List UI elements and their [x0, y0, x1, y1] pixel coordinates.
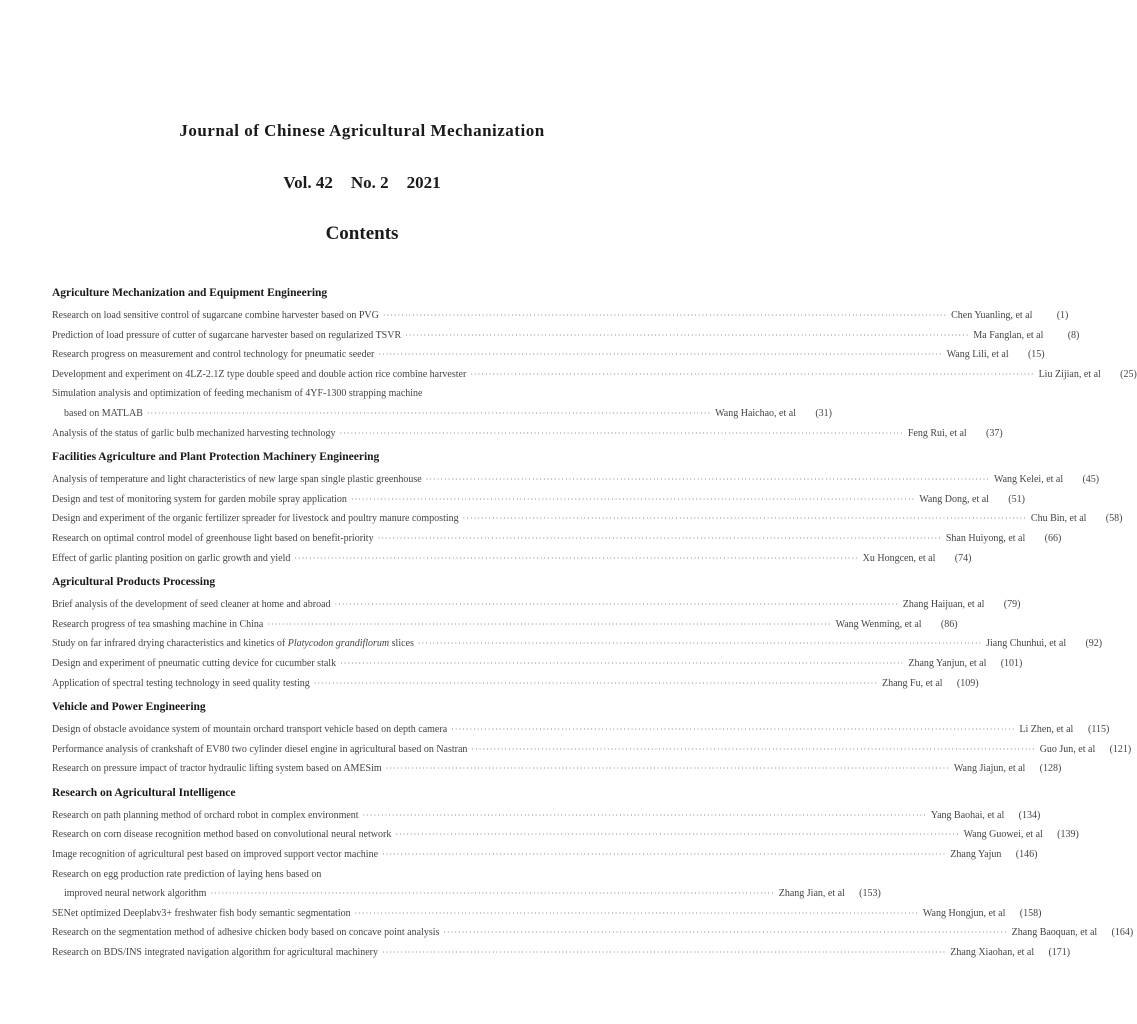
entry-author: Li Zhen, et al	[1019, 724, 1074, 736]
dot-leader	[382, 943, 946, 963]
entry-page: (128)	[1039, 763, 1062, 775]
entry-author: Liu Zijian, et al	[1038, 368, 1101, 380]
toc-entry[interactable]	[52, 674, 979, 694]
entry-title: SENet optimized Deeplabv3+ freshwater fish body semantic segmentation	[52, 907, 351, 919]
entry-title: Prediction of load pressure of cutter of sugarcane harvester based on regularized TSVR	[52, 329, 402, 341]
entry-title: improved neural network algorithm	[64, 888, 207, 900]
dot-leader	[471, 740, 1035, 760]
entry-title: Research on corn disease recognition method based on convolutional neural network	[52, 829, 392, 841]
entry-author: Zhang Xiaohan, et al	[950, 947, 1035, 959]
entry-author: Zhang Haijuan, et al	[902, 599, 985, 611]
entry-page: (134)	[1018, 809, 1041, 821]
entry-page: (8)	[1067, 329, 1080, 341]
entry-title: Analysis of temperature and light characteristics of new large span single plastic greenhouse	[52, 474, 422, 486]
entry-author: Ma Fanglan, et al	[973, 329, 1044, 341]
entry-author: Zhang Baoquan, et al	[1011, 927, 1098, 939]
entry-author: Jiang Chunhui, et al	[986, 638, 1067, 650]
entry-page: (31)	[815, 407, 832, 419]
entry-author: Zhang Fu, et al	[882, 677, 943, 689]
toc-entry[interactable]	[52, 509, 1123, 529]
toc-entry[interactable]	[52, 943, 1071, 963]
entry-page: (79)	[1003, 599, 1021, 611]
dot-leader	[418, 634, 982, 654]
entry-page: (158)	[1019, 907, 1042, 919]
section-title: Facilities Agriculture and Plant Protection Machinery Engineering	[52, 451, 380, 464]
entry-author: Wang Haichao, et al	[715, 407, 796, 419]
toc-entry[interactable]	[52, 740, 1132, 760]
entry-title-first-line[interactable]: Simulation analysis and optimization of feeding mechanism of 4YF-1300 strapping machine	[52, 388, 423, 400]
dot-leader	[378, 529, 942, 549]
entry-title: Research progress on measurement and control technology for pneumatic seeder	[52, 349, 375, 361]
entry-author: Shan Huiyong, et al	[945, 532, 1026, 544]
dot-leader	[463, 509, 1027, 529]
toc-entry[interactable]	[52, 404, 832, 424]
dot-leader	[340, 424, 904, 444]
entry-author: Wang Kelei, et al	[993, 474, 1064, 486]
entry-title: Research on pressure impact of tractor hydraulic lifting system based on AMESim	[52, 763, 382, 775]
toc-entry[interactable]	[52, 845, 1038, 865]
toc-entry[interactable]	[52, 595, 1021, 615]
toc-entry[interactable]	[52, 424, 1003, 444]
section-title: Vehicle and Power Engineering	[52, 701, 206, 714]
entry-author: Guo Jun, et al	[1039, 743, 1096, 755]
entry-page: (58)	[1105, 513, 1123, 525]
dot-leader	[147, 404, 711, 424]
dot-leader	[405, 326, 969, 346]
toc-entry[interactable]	[52, 529, 1062, 549]
dot-leader	[386, 759, 950, 779]
toc-entry[interactable]	[52, 365, 1137, 385]
entry-title: Research on BDS/INS integrated navigation algorithm for agricultural machinery	[52, 947, 379, 959]
entry-title: Development and experiment on 4LZ-2.1Z type double speed and double action rice combine harvester	[52, 368, 467, 380]
entry-author: Xu Hongcen, et al	[862, 552, 936, 564]
entry-author: Wang Lili, et al	[946, 349, 1009, 361]
volume: Vol. 42	[283, 173, 333, 192]
entry-page: (101)	[1000, 657, 1023, 669]
entry-author: Chen Yuanling, et al	[951, 310, 1033, 321]
dot-leader	[395, 825, 959, 845]
entry-author: Wang Hongjun, et al	[922, 907, 1006, 919]
dot-leader	[351, 490, 915, 510]
entry-title: Design of obstacle avoidance system of mountain orchard transport vehicle based on depth camera	[52, 724, 448, 736]
entry-title-italic: Platycodon grandiflorum	[287, 638, 390, 650]
dot-leader	[267, 615, 831, 635]
entry-title	[52, 634, 414, 654]
entry-author: Zhang Jian, et al	[778, 888, 845, 900]
entry-author: Chu Bin, et al	[1030, 513, 1087, 525]
toc-entry[interactable]	[52, 470, 1100, 490]
entry-author: Feng Rui, et al	[907, 427, 967, 439]
entry-author: Wang Wenming, et al	[835, 618, 922, 630]
entry-title: Performance analysis of crankshaft of EV80 two cylinder diesel engine in agricultural based on Nastran	[52, 743, 468, 755]
entry-title: Analysis of the status of garlic bulb mechanized harvesting technology	[52, 427, 336, 439]
toc-entry[interactable]	[52, 825, 1079, 845]
entry-author: Wang Dong, et al	[919, 493, 989, 505]
entry-title: Research on load sensitive control of sugarcane combine harvester based on PVG	[52, 310, 379, 321]
toc-entry[interactable]	[52, 306, 1069, 326]
entry-title: Design and experiment of pneumatic cutting device for cucumber stalk	[52, 657, 337, 669]
dot-leader	[426, 470, 990, 490]
entry-author: Zhang Yanjun, et al	[908, 657, 987, 669]
dot-leader	[294, 549, 858, 569]
entry-title: Image recognition of agricultural pest based on improved support vector machine	[52, 849, 379, 861]
dot-leader	[383, 306, 947, 326]
entry-title: based on MATLAB	[64, 407, 143, 419]
toc-section	[52, 285, 1137, 443]
entry-title: Research on optimal control model of greenhouse light based on benefit-priority	[52, 532, 374, 544]
entry-author: Wang Guowei, et al	[963, 829, 1043, 841]
toc-entry[interactable]	[52, 923, 1134, 943]
dot-leader	[470, 365, 1034, 385]
section-title: Agricultural Products Processing	[52, 576, 216, 589]
toc-entry[interactable]	[52, 720, 1110, 740]
toc-section	[52, 449, 1123, 568]
entry-page: (37)	[986, 427, 1003, 439]
dot-leader	[378, 345, 942, 365]
year: 2021	[406, 173, 441, 192]
dot-leader	[363, 806, 927, 826]
entry-title: Design and test of monitoring system for garden mobile spray application	[52, 493, 347, 505]
volume-line	[0, 173, 724, 193]
entry-page: (92)	[1085, 638, 1103, 650]
dot-leader	[335, 595, 899, 615]
entry-title: Brief analysis of the development of seed cleaner at home and abroad	[52, 599, 331, 611]
toc-entry[interactable]	[52, 634, 1103, 654]
entry-page: (15)	[1027, 349, 1045, 361]
entry-author: Wang Jiajun, et al	[953, 763, 1026, 775]
entry-title: Design and experiment of the organic fertilizer spreader for livestock and poultry manure composting	[52, 513, 459, 525]
toc-entry[interactable]	[52, 884, 881, 904]
entry-page: (121)	[1109, 743, 1132, 755]
dot-leader	[443, 923, 1007, 943]
journal-title: Journal of Chinese Agricultural Mechanization	[179, 121, 545, 140]
table-of-contents	[52, 285, 1137, 963]
issue-number: No. 2	[350, 173, 389, 192]
toc-entry[interactable]	[52, 654, 1023, 674]
toc-entry[interactable]	[52, 904, 1042, 924]
entry-title-first-line[interactable]: Research on egg production rate prediction of laying hens based on	[52, 868, 322, 880]
entry-title: Effect of garlic planting position on garlic growth and yield	[52, 552, 291, 564]
dot-leader	[340, 654, 904, 674]
toc-entry[interactable]	[52, 806, 1041, 826]
entry-title: Research on the segmentation method of adhesive chicken body based on concave point analysis	[52, 927, 440, 939]
section-title: Agriculture Mechanization and Equipment Engineering	[52, 287, 328, 299]
toc-entry[interactable]	[52, 345, 1045, 365]
toc-section	[52, 574, 1103, 693]
toc-entry[interactable]	[52, 549, 972, 569]
entry-page: (86)	[940, 618, 958, 630]
entry-title: Research progress of tea smashing machine in China	[52, 618, 264, 630]
entry-page: (74)	[954, 552, 972, 564]
entry-page: (153)	[859, 888, 881, 900]
dot-leader	[382, 845, 946, 865]
dot-leader	[210, 884, 774, 904]
entry-page: (115)	[1088, 724, 1110, 736]
entry-title-prefix: Study on far infrared drying characteristics and kinetics of	[52, 638, 288, 650]
entry-page: (109)	[956, 677, 979, 689]
dot-leader	[355, 904, 919, 924]
toc-section	[52, 699, 1132, 779]
toc-entry[interactable]	[52, 490, 1025, 510]
entry-page: (66)	[1044, 532, 1062, 544]
contents-heading: Contents	[325, 223, 399, 244]
toc-entry[interactable]	[52, 326, 1080, 346]
entry-page: (1)	[1056, 310, 1069, 321]
entry-author: Zhang Yajun	[950, 849, 1002, 861]
toc-entry[interactable]	[52, 759, 1062, 779]
entry-title: Application of spectral testing technology in seed quality testing	[52, 677, 310, 689]
dot-leader	[451, 720, 1015, 740]
entry-page: (171)	[1048, 947, 1071, 959]
entry-page: (51)	[1008, 493, 1025, 505]
entry-page: (139)	[1057, 829, 1079, 841]
entry-author: Yang Baohai, et al	[930, 809, 1005, 821]
toc-entry[interactable]	[52, 615, 958, 635]
entry-page: (146)	[1015, 849, 1038, 861]
entry-title-suffix: slices	[389, 638, 414, 650]
dot-leader	[314, 674, 878, 694]
section-title: Research on Agricultural Intelligence	[52, 786, 236, 799]
entry-page: (164)	[1111, 927, 1134, 939]
entry-page: (25)	[1120, 368, 1137, 380]
entry-page: (45)	[1082, 474, 1100, 486]
toc-section	[52, 785, 1134, 963]
entry-title: Research on path planning method of orchard robot in complex environment	[52, 809, 359, 821]
